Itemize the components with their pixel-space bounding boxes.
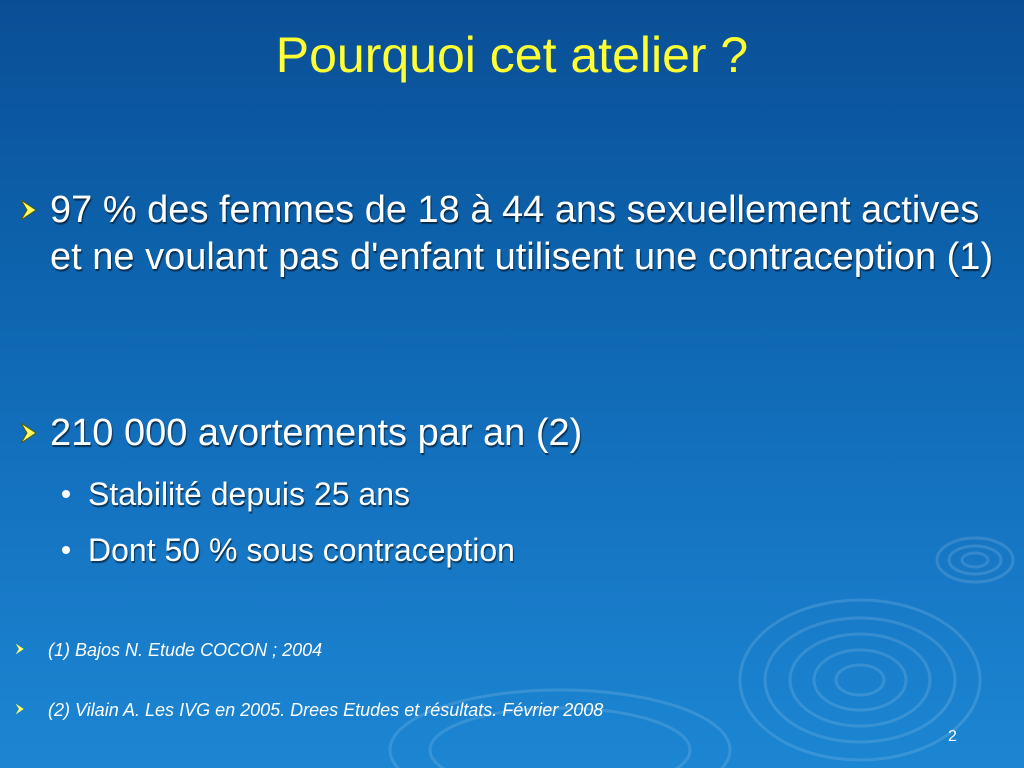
reference-text: (2) Vilain A. Les IVG en 2005. Drees Etudes et résultats. Février 2008 [48,700,604,720]
sub-bullet-stability [62,474,410,514]
sub-bullet-contraception [62,530,515,570]
arrow-bullet-icon [14,639,48,661]
reference-text: (1) Bajos N. Etude COCON ; 2004 [48,640,323,660]
page-number: 2 [948,728,957,745]
slide-title: Pourquoi cet atelier ? [275,27,749,83]
arrow-bullet-icon [18,187,50,228]
arrow-bullet-icon [14,699,48,721]
sub-bullet-text: Stabilité depuis 25 ans [88,476,410,512]
dot-bullet-icon [62,490,70,498]
arrow-bullet-icon [18,410,50,451]
bullet-text: 97 % des femmes de 18 à 44 ans sexuellement actives et ne voulant pas d'enfant utilisent une contraception (1) [50,189,994,278]
reference-1 [14,639,322,661]
bullet-abortion-stat [18,410,1008,457]
bullet-text: 210 000 avortements par an (2) [50,412,583,454]
reference-2 [14,699,603,721]
bullet-contraception-stat [18,187,1008,281]
dot-bullet-icon [62,546,70,554]
sub-bullet-text: Dont 50 % sous contraception [88,532,515,568]
